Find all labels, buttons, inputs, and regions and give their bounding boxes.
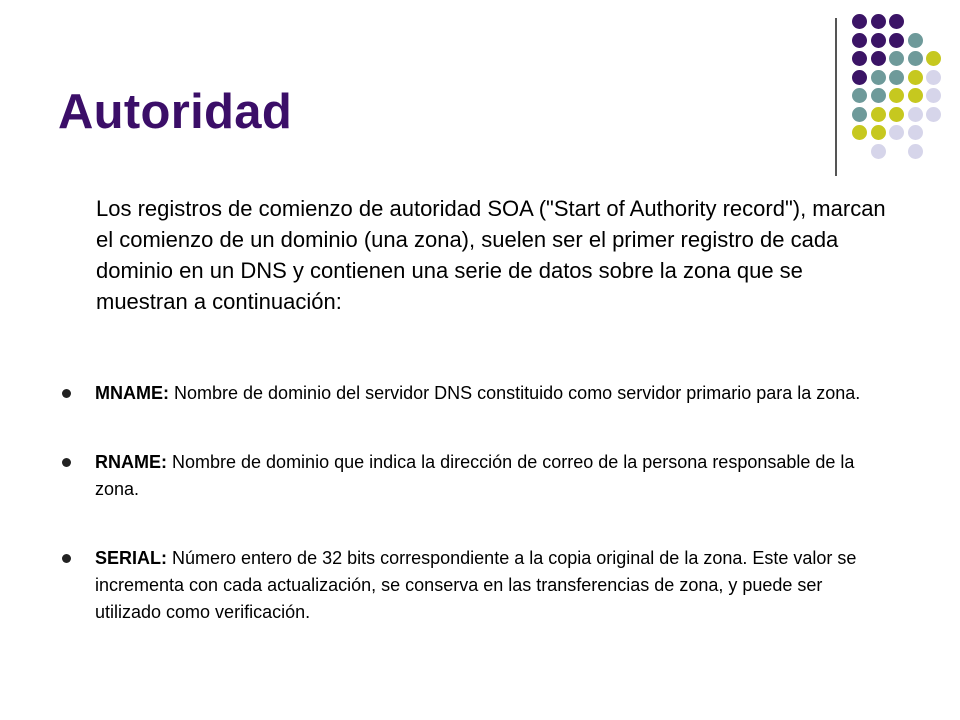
decorative-dot [871,51,886,66]
bullet-term: SERIAL: [95,548,167,568]
bullet-icon [62,554,71,563]
bullet-list [62,380,882,626]
decorative-dot [908,107,923,122]
bullet-term: MNAME: [95,383,169,403]
decorative-dot [908,88,923,103]
decorative-dot [908,70,923,85]
decorative-dot [852,33,867,48]
decorative-dot [871,14,886,29]
decorative-dot [852,70,867,85]
bullet-item-serial [62,545,882,626]
decorative-dot [871,107,886,122]
decorative-dot [908,33,923,48]
decorative-dot [908,144,923,159]
decorative-dot [871,88,886,103]
decorative-dot [852,51,867,66]
decorative-dot [926,107,941,122]
decorative-dot [889,70,904,85]
bullet-text: Nombre de dominio del servidor DNS constituido como servidor primario para la zona. [169,383,861,403]
decorative-dot [889,125,904,140]
decorative-dot [852,125,867,140]
bullet-item-mname [62,380,882,407]
decorative-dot [852,107,867,122]
decorative-dot [852,14,867,29]
bullet-text: Nombre de dominio que indica la dirección de correo de la persona responsable de la zona. [95,452,855,499]
slide-title: Autoridad [58,85,293,139]
decorative-dot [871,70,886,85]
bullet-icon [62,458,71,467]
decorative-dot [889,107,904,122]
bullet-text: Número entero de 32 bits correspondiente a la copia original de la zona. Este valor se incrementa con cada actualización, se conserva en las transferencias de zona, y puede ser utilizado como verificación. [95,548,857,622]
decorative-dot [889,51,904,66]
bullet-item-rname [62,449,882,503]
decorative-dot [889,33,904,48]
intro-paragraph: Los registros de comienzo de autoridad SOA ("Start of Authority record"), marcan el comienzo de un dominio (una zona), suelen ser el primer registro de cada dominio en un DNS y contienen una serie de datos sobre la zona que se muestran a continuación: [96,196,886,314]
decorative-dot [908,51,923,66]
decorative-dot [889,88,904,103]
decorative-dot [926,51,941,66]
decorative-dot [871,33,886,48]
bullet-term: RNAME: [95,452,167,472]
decorative-dot [871,144,886,159]
bullet-icon [62,389,71,398]
decorative-dot [871,125,886,140]
decorative-dot [852,88,867,103]
decorative-dot [926,88,941,103]
divider-line [835,18,837,176]
decorative-dot [889,14,904,29]
decorative-dot [926,70,941,85]
decorative-dot [908,125,923,140]
